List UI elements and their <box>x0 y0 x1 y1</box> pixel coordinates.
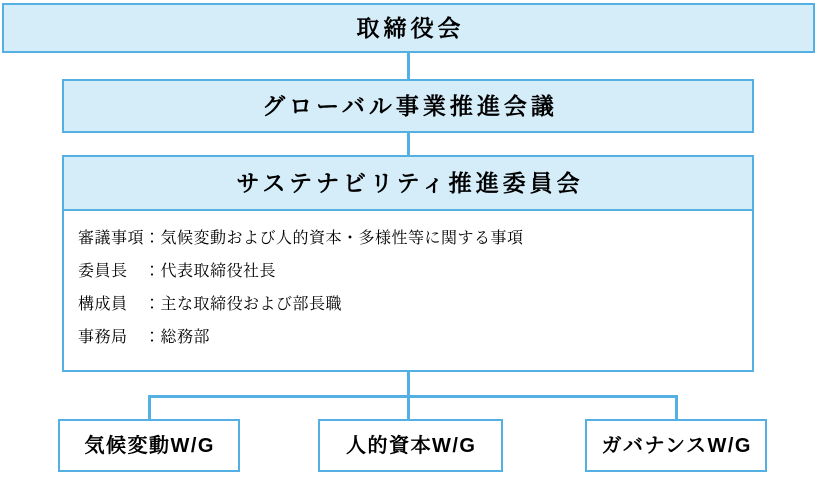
committee-detail-chairperson: 委員長 ：代表取締役社長 <box>78 263 277 280</box>
working-group-human-capital-box <box>318 419 503 472</box>
sustainability-committee-body <box>64 211 752 370</box>
board-of-directors-box <box>2 3 815 53</box>
connector-drop-governance <box>675 395 678 419</box>
board-of-directors-label: 取締役会 <box>356 14 465 41</box>
global-business-council-box <box>62 79 754 133</box>
connector-council-committee <box>407 133 410 155</box>
sustainability-committee-title: サステナビリティ推進委員会 <box>236 169 584 196</box>
connector-committee-bus <box>407 372 410 396</box>
connector-drop-human <box>407 395 410 419</box>
working-group-governance-label: ガバナンスW/G <box>601 434 752 457</box>
working-group-climate-label: 気候変動W/G <box>84 434 215 457</box>
committee-detail-members: 構成員 ：主な取締役および部長職 <box>78 296 343 313</box>
committee-detail-secretariat: 事務局 ：総務部 <box>78 329 211 346</box>
connector-horizontal-bus <box>148 395 678 398</box>
connector-drop-climate <box>148 395 151 419</box>
sustainability-committee-header <box>64 157 752 211</box>
working-group-climate-box <box>58 419 240 472</box>
sustainability-committee-box <box>62 155 754 372</box>
working-group-human-capital-label: 人的資本W/G <box>346 434 477 457</box>
committee-detail-agenda: 審議事項：気候変動および人的資本・多様性等に関する事項 <box>78 230 524 247</box>
connector-board-council <box>407 53 410 79</box>
global-business-council-label: グローバル事業推進会議 <box>262 92 558 119</box>
working-group-governance-box <box>585 419 767 472</box>
